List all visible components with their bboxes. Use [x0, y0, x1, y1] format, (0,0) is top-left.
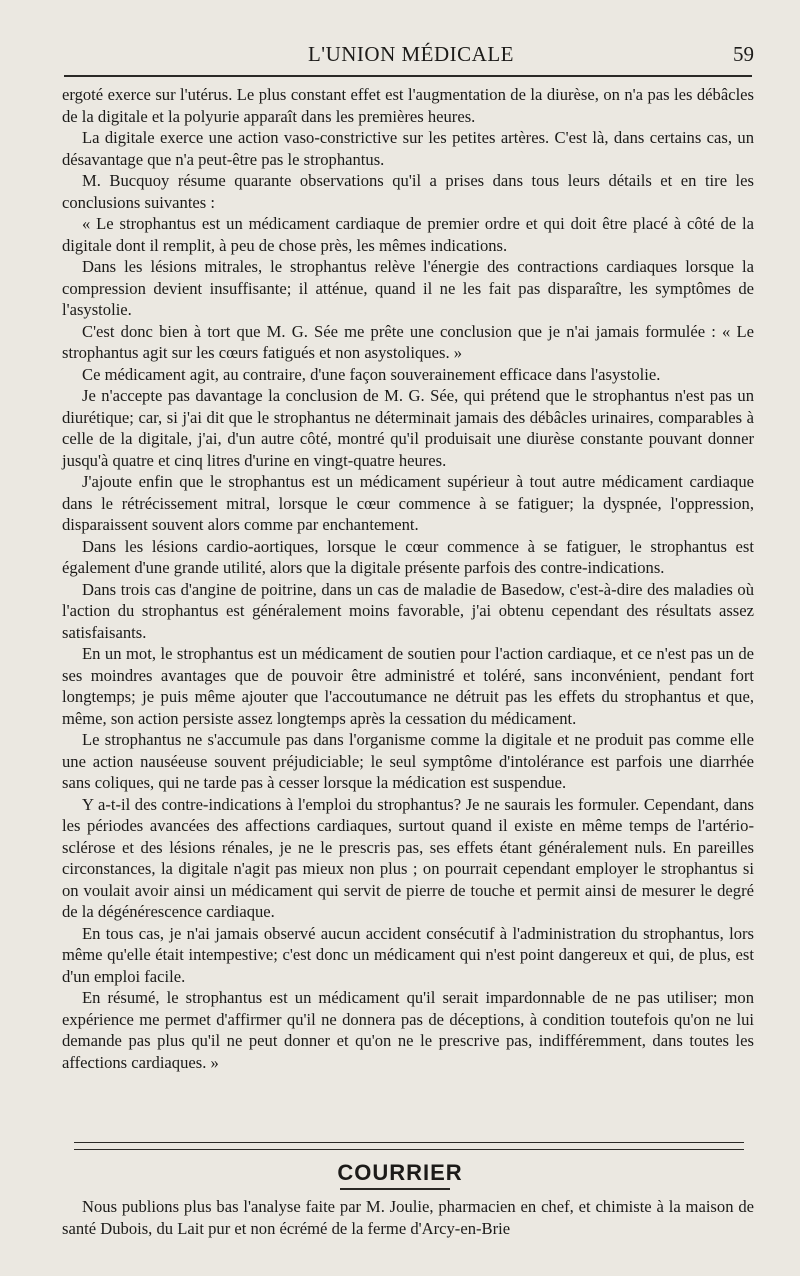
- paragraph-5: Dans les lésions mitrales, le strophantus relève l'énergie des contractions cardiaques lorsque la compression devient insuffisante; il atténue, quand il ne les fait pas disparaître, les symptômes de l'asystolie.: [62, 257, 754, 319]
- running-head: L'UNION MÉDICALE: [307, 42, 514, 66]
- paragraph-1: ergoté exerce sur l'utérus. Le plus constant effet est l'augmentation de la diurèse, on n'a pas les débâcles de la digitale et la polyurie apparaît dans les premières heures.: [62, 85, 754, 126]
- article-body: [62, 84, 754, 1073]
- header-rule: [64, 75, 752, 77]
- paragraph-10: Dans les lésions cardio-aortiques, lorsque le cœur commence à se fatiguer, le strophantus est également d'une grande utilité, alors que la digitale présente parfois des contre-indications.: [62, 536, 754, 577]
- paragraph-2: La digitale exerce une action vaso-constrictive sur les petites artères. C'est là, dans certains cas, un désavantage que n'a peut-être pas le strophantus.: [62, 128, 754, 169]
- section-paragraph: Nous publions plus bas l'analyse faite par M. Joulie, pharmacien en chef, et chimiste à la maison de santé Dubois, du Lait pur et non écrémé de la ferme d'Arcy-en-Brie: [62, 1197, 754, 1238]
- paragraph-3: M. Bucquoy résume quarante observations qu'il a prises dans tous leurs détails et en tire les conclusions suivantes :: [62, 171, 754, 212]
- paragraph-9: J'ajoute enfin que le strophantus est un médicament supérieur à tout autre médicament cardiaque dans le rétrécissement mitral, lorsque le cœur commence à se fatiguer; la dyspnée, l'oppression, disparaissent souvent alors comme par enchantement.: [62, 472, 754, 534]
- page-header: [62, 36, 760, 72]
- paragraph-7: Ce médicament agit, au contraire, d'une façon souverainement efficace dans l'asystolie.: [82, 364, 661, 384]
- paragraph-14: Y a-t-il des contre-indications à l'emploi du strophantus? Je ne saurais les formuler. Cependant, dans les périodes avancées des affections cardiaques, surtout quand il existe en même temps de l'artério-sclérose et des lésions rénales, je ne le prescris pas, ses effets étant généralement nuls. En pareilles circonstances, la digitale n'agit pas mieux non plus ; on pourrait cependant employer le strophantus si on voulait avoir ainsi un médicament qui servit de pierre de touche et permit ainsi de mesurer le degré de la dégénérescence cardiaque.: [62, 794, 754, 921]
- section-body: [62, 1196, 754, 1239]
- paragraph-16: En résumé, le strophantus est un médicament qu'il serait impardonnable de ne pas utiliser; mon expérience me permet d'affirmer qu'il ne donnera pas de déceptions, à condition toutefois qu'on ne lui demande pas plus qu'il ne peut donner et qu'on ne le prescrive pas, indifféremment, dans toutes les affections cardiaques. »: [62, 988, 754, 1072]
- paragraph-8: Je n'accepte pas davantage la conclusion de M. G. Sée, qui prétend que le strophantus n'est pas un diurétique; car, si j'ai dit que le strophantus ne déterminait jamais des débâcles urinaires, comparables à celle de la digitale, j'ai, d'un autre côté, montré qu'il produisait une diurèse constante pouvant donner jusqu'à quatre et cinq litres d'urine en vingt-quatre heures.: [62, 386, 754, 470]
- paragraph-13: Le strophantus ne s'accumule pas dans l'organisme comme la digitale et ne produit pas comme elle une action nauséeuse souvent préjudiciable; le seul symptôme d'intolérance est parfois une diarrhée sans coliques, qui ne tarde pas à cesser lorsque la médication est suspendue.: [62, 730, 754, 792]
- paragraph-12: En un mot, le strophantus est un médicament de soutien pour l'action cardiaque, et ce n'est pas un de ses moindres avantages que de pouvoir être administré et toléré, sans inconvénient, pendant fort longtemps; je puis même ajouter que l'accoutumance ne détruit pas les effets du strophantus et que, même, son action persiste assez longtemps après la cessation du médicament.: [62, 644, 754, 728]
- page-number: 59: [733, 42, 754, 66]
- paragraph-4: « Le strophantus est un médicament cardiaque de premier ordre et qui doit être placé à côté de la digitale dont il remplit, à peu de chose près, les mêmes indications.: [62, 214, 754, 255]
- section-title-rule: [340, 1188, 450, 1190]
- paragraph-11: Dans trois cas d'angine de poitrine, dans un cas de maladie de Basedow, c'est-à-dire des maladies où l'action du strophantus est généralement moins favorable, j'ai obtenu cependant des résultats assez satisfaisants.: [62, 579, 754, 642]
- double-rule-divider: [74, 1142, 744, 1150]
- paragraph-15: En tous cas, je n'ai jamais observé aucun accident consécutif à l'administration du strophantus, lors même qu'elle était intempestive; c'est donc un médicament qui n'est point dangereux et qui, de plus, est d'un emploi facile.: [62, 923, 754, 986]
- section-title: COURRIER: [337, 1160, 463, 1185]
- paragraph-6: C'est donc bien à tort que M. G. Sée me prête une conclusion que je n'ai jamais formulée : « Le strophantus agit sur les cœurs fatigués et non asystoliques. »: [62, 321, 754, 362]
